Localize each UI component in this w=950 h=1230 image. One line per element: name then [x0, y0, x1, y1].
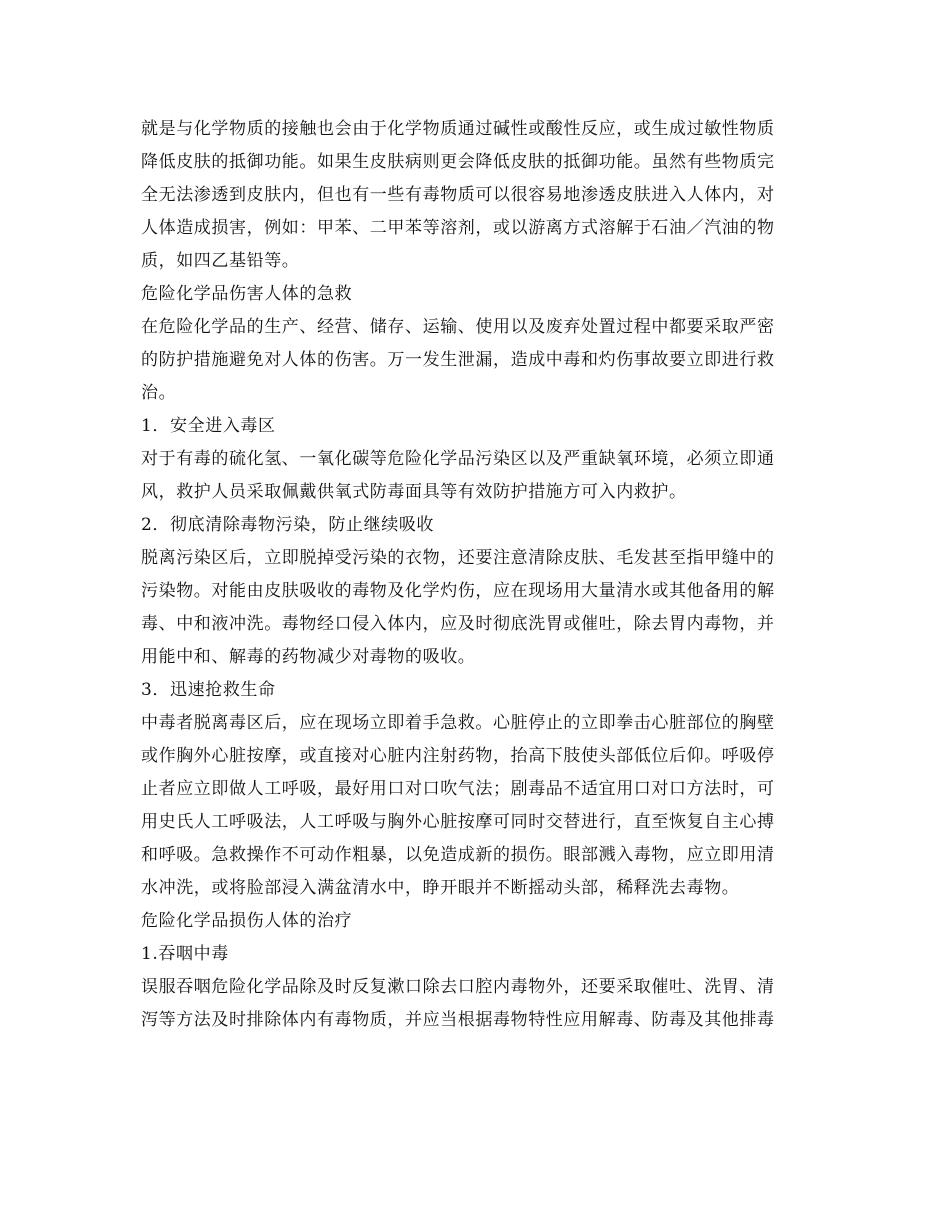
- paragraph-line: 在危险化学品的生产、经营、储存、运输、使用以及废弃处置过程中都要采取严密: [141, 317, 775, 337]
- paragraph-line: 止者应立即做人工呼吸，最好用口对口吹气法；剧毒品不适宜用口对口方法时，可: [141, 779, 775, 799]
- section-heading: 危险化学品损伤人体的治疗: [141, 911, 353, 931]
- paragraph-line: 全无法渗透到皮肤内，但也有一些有毒物质可以很容易地渗透皮肤进入人体内，对: [141, 185, 775, 205]
- paragraph-line: 质，如四乙基铅等。: [141, 251, 300, 271]
- numbered-heading: 1.吞咽中毒: [141, 944, 229, 964]
- paragraph-line: 毒、中和液冲洗。毒物经口侵入体内，应及时彻底洗胃或催吐，除去胃内毒物，并: [141, 614, 775, 634]
- document-body: [141, 113, 817, 1037]
- paragraph-line: 治。: [141, 383, 177, 403]
- paragraph-line: 用能中和、解毒的药物减少对毒物的吸收。: [141, 647, 476, 667]
- numbered-heading: 3．迅速抢救生命: [141, 680, 276, 700]
- paragraph-line: 用史氏人工呼吸法，人工呼吸与胸外心脏按摩可同时交替进行，直至恢复自主心搏: [141, 812, 775, 832]
- paragraph-line: 的防护措施避免对人体的伤害。万一发生泄漏，造成中毒和灼伤事故要立即进行救: [141, 350, 775, 370]
- section-heading: 危险化学品伤害人体的急救: [141, 284, 353, 304]
- paragraph-line: 脱离污染区后，立即脱掉受污染的衣物，还要注意清除皮肤、毛发甚至指甲缝中的: [141, 548, 775, 568]
- paragraph-line: 对于有毒的硫化氢、一氧化碳等危险化学品污染区以及严重缺氧环境，必须立即通: [141, 449, 775, 469]
- paragraph-line: 或作胸外心脏按摩，或直接对心脏内注射药物，抬高下肢使头部低位后仰。呼吸停: [141, 746, 775, 766]
- paragraph-line: 就是与化学物质的接触也会由于化学物质通过碱性或酸性反应，或生成过敏性物质: [141, 119, 775, 139]
- paragraph-line: 泻等方法及时排除体内有毒物质，并应当根据毒物特性应用解毒、防毒及其他排毒: [141, 1010, 775, 1030]
- numbered-heading: 2．彻底清除毒物污染，防止继续吸收: [141, 515, 435, 535]
- paragraph-line: 污染物。对能由皮肤吸收的毒物及化学灼伤，应在现场用大量清水或其他备用的解: [141, 581, 775, 601]
- paragraph-line: 误服吞咽危险化学品除及时反复漱口除去口腔内毒物外，还要采取催吐、洗胃、清: [141, 977, 775, 997]
- paragraph-line: 降低皮肤的抵御功能。如果生皮肤病则更会降低皮肤的抵御功能。虽然有些物质完: [141, 152, 775, 172]
- paragraph-line: 人体造成损害，例如：甲苯、二甲苯等溶剂，或以游离方式溶解于石油／汽油的物: [141, 218, 775, 238]
- paragraph-line: 中毒者脱离毒区后，应在现场立即着手急救。心脏停止的立即拳击心脏部位的胸壁: [141, 713, 775, 733]
- paragraph-line: 风，救护人员采取佩戴供氧式防毒面具等有效防护措施方可入内救护。: [141, 482, 687, 502]
- paragraph-line: 水冲洗，或将脸部浸入满盆清水中，睁开眼并不断摇动头部，稀释洗去毒物。: [141, 878, 740, 898]
- numbered-heading: 1．安全进入毒区: [141, 416, 276, 436]
- paragraph-line: 和呼吸。急救操作不可动作粗暴，以免造成新的损伤。眼部溅入毒物，应立即用清: [141, 845, 775, 865]
